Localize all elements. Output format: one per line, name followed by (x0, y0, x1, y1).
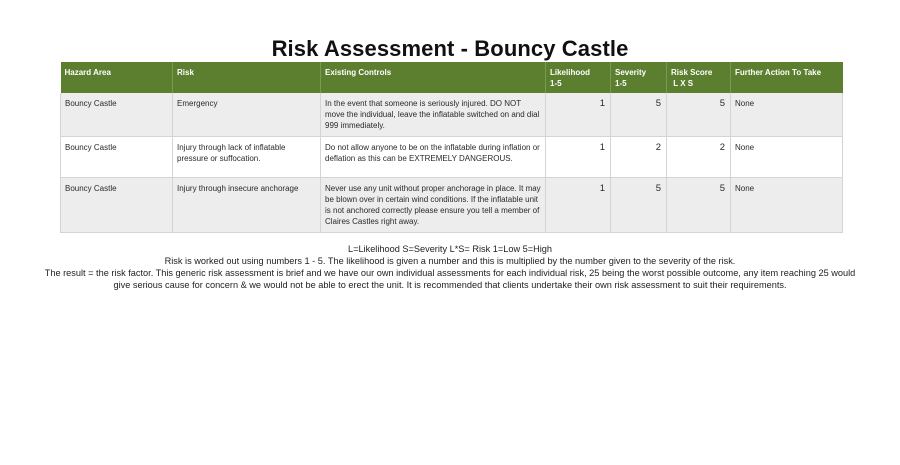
header-severity (611, 62, 667, 93)
risk-assessment-table (60, 62, 843, 233)
notes-line: give serious cause for concern & we would not be able to erect the unit. It is recommended that clients undertake their own risk assessment to suit their requirements. (113, 280, 787, 290)
cell-likelihood: 1 (546, 178, 611, 233)
cell-risk-score: 2 (667, 137, 731, 178)
cell-existing-controls: Do not allow anyone to be on the inflatable during inflation or deflation as this can be EXTREMELY DANGEROUS. (321, 137, 546, 178)
table-row (61, 137, 843, 178)
header-label: Existing Controls (325, 68, 392, 77)
table-row (61, 178, 843, 233)
cell-risk-score: 5 (667, 178, 731, 233)
header-label: Risk Score (671, 68, 713, 77)
header-label: Hazard Area (64, 68, 111, 77)
cell-risk: Injury through lack of inflatable pressure or suffocation. (173, 137, 321, 178)
header-risk-score (667, 62, 731, 93)
notes-line: The result = the risk factor. This generic risk assessment is brief and we have our own individual assessments for each individual risk, 25 being the worst possible outcome, any item reaching 25 would (44, 268, 856, 278)
cell-existing-controls: In the event that someone is seriously injured. DO NOT move the individual, leave the inflatable switched on and dial 999 immediately. (321, 93, 546, 137)
header-risk (173, 62, 321, 93)
table-header-row (61, 62, 843, 93)
cell-likelihood: 1 (546, 93, 611, 137)
cell-further-action: None (731, 137, 843, 178)
cell-further-action: None (731, 93, 843, 137)
notes-line: Risk is worked out using numbers 1 - 5. The likelihood is given a number and this is multiplied by the number given to the severity of the risk. (164, 256, 736, 266)
cell-existing-controls: Never use any unit without proper anchorage in place. It may be blown over in certain wind conditions. If the inflatable unit is not anchored correctly please ensure you tell a member of Claires Castles right away. (321, 178, 546, 233)
cell-further-action: None (731, 178, 843, 233)
cell-risk: Injury through insecure anchorage (173, 178, 321, 233)
notes-section (40, 243, 860, 291)
header-label: Likelihood (550, 68, 590, 77)
notes-legend: L=Likelihood S=Severity L*S= Risk 1=Low 5=High (347, 244, 553, 254)
cell-risk-score: 5 (667, 93, 731, 137)
cell-likelihood: 1 (546, 137, 611, 178)
cell-hazard-area: Bouncy Castle (61, 137, 173, 178)
header-hazard-area (61, 62, 173, 93)
header-further-action (731, 62, 843, 93)
cell-hazard-area: Bouncy Castle (61, 178, 173, 233)
cell-severity: 2 (611, 137, 667, 178)
header-label: Severity (615, 68, 647, 77)
cell-severity: 5 (611, 178, 667, 233)
header-existing-controls (321, 62, 546, 93)
header-sublabel: 1-5 (615, 79, 627, 88)
header-sublabel: L X S (671, 79, 694, 88)
cell-severity: 5 (611, 93, 667, 137)
header-label: Further Action To Take (735, 68, 822, 77)
page-title: Risk Assessment - Bouncy Castle (271, 36, 629, 61)
table-row (61, 93, 843, 137)
header-likelihood (546, 62, 611, 93)
cell-hazard-area: Bouncy Castle (61, 93, 173, 137)
header-label: Risk (177, 68, 194, 77)
header-sublabel: 1-5 (550, 79, 562, 88)
cell-risk: Emergency (173, 93, 321, 137)
